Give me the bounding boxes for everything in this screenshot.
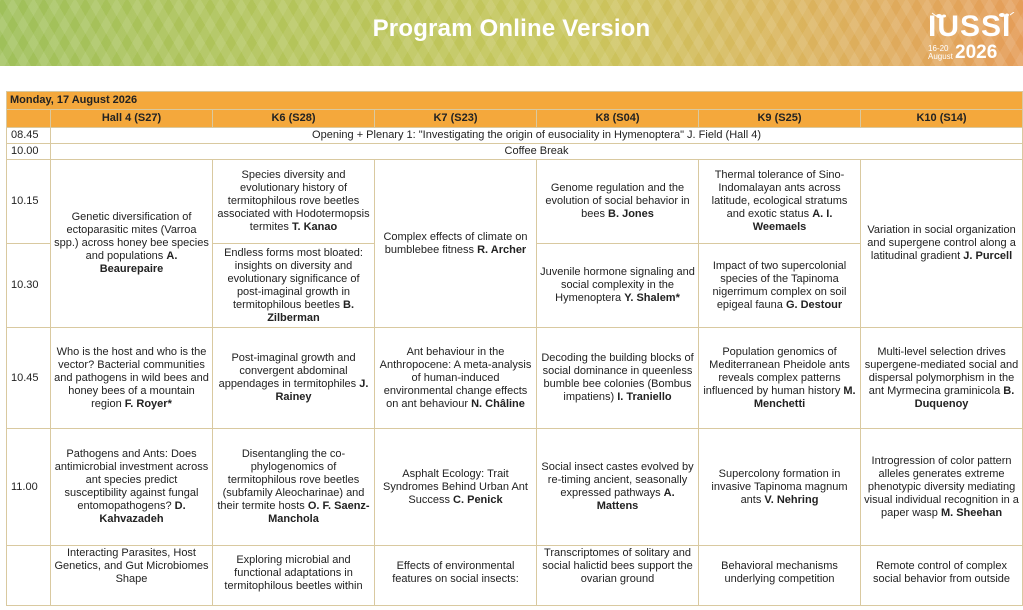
hall-header: K8 (S04) [537,110,699,128]
talk-cell [213,429,375,546]
logo-year: 2026 [955,42,998,63]
iussi-logo [928,12,1018,62]
talk-title: Species diversity and evolutionary history of termitophilous rove beetles associated with Hodotermopsis termites [217,169,370,233]
talk-title: Genome regulation and the evolution of social behavior in bees [545,182,690,220]
talk-cell [51,429,213,546]
program-table [6,91,1023,606]
talk-author: G. Destour [785,298,843,311]
talk-cell [861,429,1023,546]
talk-title: Ant behaviour in the Anthropocene: A meta-analysis of human-induced environmental change effects on ant behaviour [379,345,532,410]
talk-author: A. Beaurepaire [99,250,178,275]
talk-title: Thermal tolerance of Sino-Indomalayan ants across latitude, ecological stratums and exotic status [711,169,848,220]
talk-cell [51,160,213,328]
talk-author: I. Traniello [617,391,672,403]
talk-author: B. Duquenoy [914,384,1015,410]
talk-title: Exploring microbial and functional adaptations in termitophilous beetles within [224,554,363,592]
talk-title: Decoding the building blocks of social dominance in queenless bumble bee colonies (Bombus impatiens) [541,352,694,403]
talk-title: Pathogens and Ants: Does antimicrobial investment across ant species predict susceptibility against fungal entomopathogens? [54,448,209,512]
talk-author: J. Rainey [275,378,369,403]
talk-cell [51,328,213,429]
talk-author: N. Châline [471,397,525,410]
talk-author: D. Kahvazadeh [99,500,186,525]
hall-header: K7 (S23) [375,110,537,128]
schedule-row [7,429,1023,546]
talk-cell [861,328,1023,429]
talk-title: Who is the host and who is the vector? Bacterial communities and pathogens in wild bees and honey bees of a mountain region [54,345,209,410]
coffee-break: Coffee Break [51,144,1023,160]
talk-title: Disentangling the co-phylogenomics of termitophilous rove beetles (subfamily Aleocharinae) and their termite hosts [217,448,365,512]
time-header [7,110,51,128]
logo-wordmark: IUSSI [928,10,1012,43]
talk-title: Variation in social organization and supergene control along a latitudinal gradient [867,224,1016,262]
talk-title: Endless forms most bloated: insights on diversity and evolutionary significance of post-imaginal growth in termitophilous beetles [224,246,363,311]
talk-author: A. Mattens [596,487,675,512]
schedule-row [7,328,1023,429]
time-slot: 10.45 [7,328,51,429]
time-slot [7,546,51,606]
talk-title: Multi-level selection drives supergene-mediated social and dispersal polymorphism in the ant Myrmecina graminicola [864,345,1019,397]
talk-cell [699,328,861,429]
talk-cell [213,546,375,606]
talk-cell [537,429,699,546]
talk-title: Asphalt Ecology: Trait Syndromes Behind Urban Ant Success [383,467,528,506]
talk-title: Introgression of color pattern alleles generates extreme phenotypic diversity mediating visual individual recognition in a paper wasp [864,454,1019,519]
talk-author: F. Royer* [124,397,172,410]
time-slot: 10.15 [7,160,51,244]
talk-author: M. Sheehan [940,506,1003,519]
time-slot: 11.00 [7,429,51,546]
talk-title: Interacting Parasites, Host Genetics, and Gut Microbiomes Shape [54,547,209,585]
talk-author: B. Zilberman [267,298,355,324]
talk-author: A. I. Weemaels [752,208,833,233]
plenary-session: Opening + Plenary 1: "Investigating the origin of eusociality in Hymenoptera" J. Field (Hall 4) [51,128,1023,144]
talk-cell [861,546,1023,606]
talk-author: R. Archer [477,243,527,256]
hall-header-row [7,110,1023,128]
talk-cell [51,546,213,606]
talk-author: M. Menchetti [753,384,856,410]
talk-cell [699,429,861,546]
talk-title: Post-imaginal growth and convergent abdominal appendages in termitophiles [218,352,357,390]
talk-title: Transcriptomes of solitary and social halictid bees support the ovarian ground [542,547,693,585]
talk-title: Effects of environmental features on social insects: [392,560,519,585]
talk-author: B. Jones [608,208,654,220]
time-slot: 08.45 [7,128,51,144]
talk-cell [537,328,699,429]
talk-cell [699,160,861,244]
hall-header: K9 (S25) [699,110,861,128]
program-banner [0,0,1023,66]
talk-author: O. F. Saenz-Manchola [268,500,370,525]
talk-cell [537,244,699,328]
talk-title: Genetic diversification of ectoparasitic mites (Varroa spp.) across honey bee species and populations [54,211,209,262]
talk-title: Juvenile hormone signaling and social complexity in the Hymenoptera [540,266,695,304]
talk-title: Complex effects of climate on bumblebee fitness [383,230,528,256]
day-title: Monday, 17 August 2026 [7,92,1023,110]
logo-month: August [928,52,953,61]
schedule-row [7,144,1023,160]
logo-dates: 16-20 [928,44,949,53]
banner-title: Program Online Version [372,15,651,42]
talk-cell [699,244,861,328]
day-header-row [7,92,1023,110]
talk-cell [861,160,1023,328]
time-slot: 10.30 [7,244,51,328]
hall-header: Hall 4 (S27) [51,110,213,128]
hall-header: K10 (S14) [861,110,1023,128]
talk-author: J. Purcell [963,250,1013,262]
talk-author: V. Nehring [764,493,819,506]
talk-author: C. Penick [453,493,503,506]
talk-author: T. Kanao [291,221,338,233]
talk-cell [375,160,537,328]
talk-author: Y. Shalem* [624,292,680,304]
talk-title: Supercolony formation in invasive Tapinoma magnum ants [711,467,848,506]
schedule-row [7,546,1023,606]
talk-title: Population genomics of Mediterranean Pheidole ants reveals complex patterns influenced by human history [703,345,850,397]
time-slot: 10.00 [7,144,51,160]
hall-header: K6 (S28) [213,110,375,128]
talk-cell [213,328,375,429]
talk-cell [375,429,537,546]
talk-title: Behavioral mechanisms underlying competition [721,560,838,585]
talk-cell [375,546,537,606]
talk-title: Remote control of complex social behavior from outside [873,560,1011,585]
schedule-row [7,128,1023,144]
talk-cell [537,546,699,606]
talk-cell [375,328,537,429]
talk-cell [699,546,861,606]
talk-title: Impact of two supercolonial species of the Tapinoma nigerrimum complex on soil epigeal fauna [712,259,847,311]
talk-cell [537,160,699,244]
talk-title: Social insect castes evolved by re-timing ancient, seasonally expressed pathways [541,461,694,499]
talk-cell [213,244,375,328]
talk-cell [213,160,375,244]
schedule-row [7,160,1023,244]
